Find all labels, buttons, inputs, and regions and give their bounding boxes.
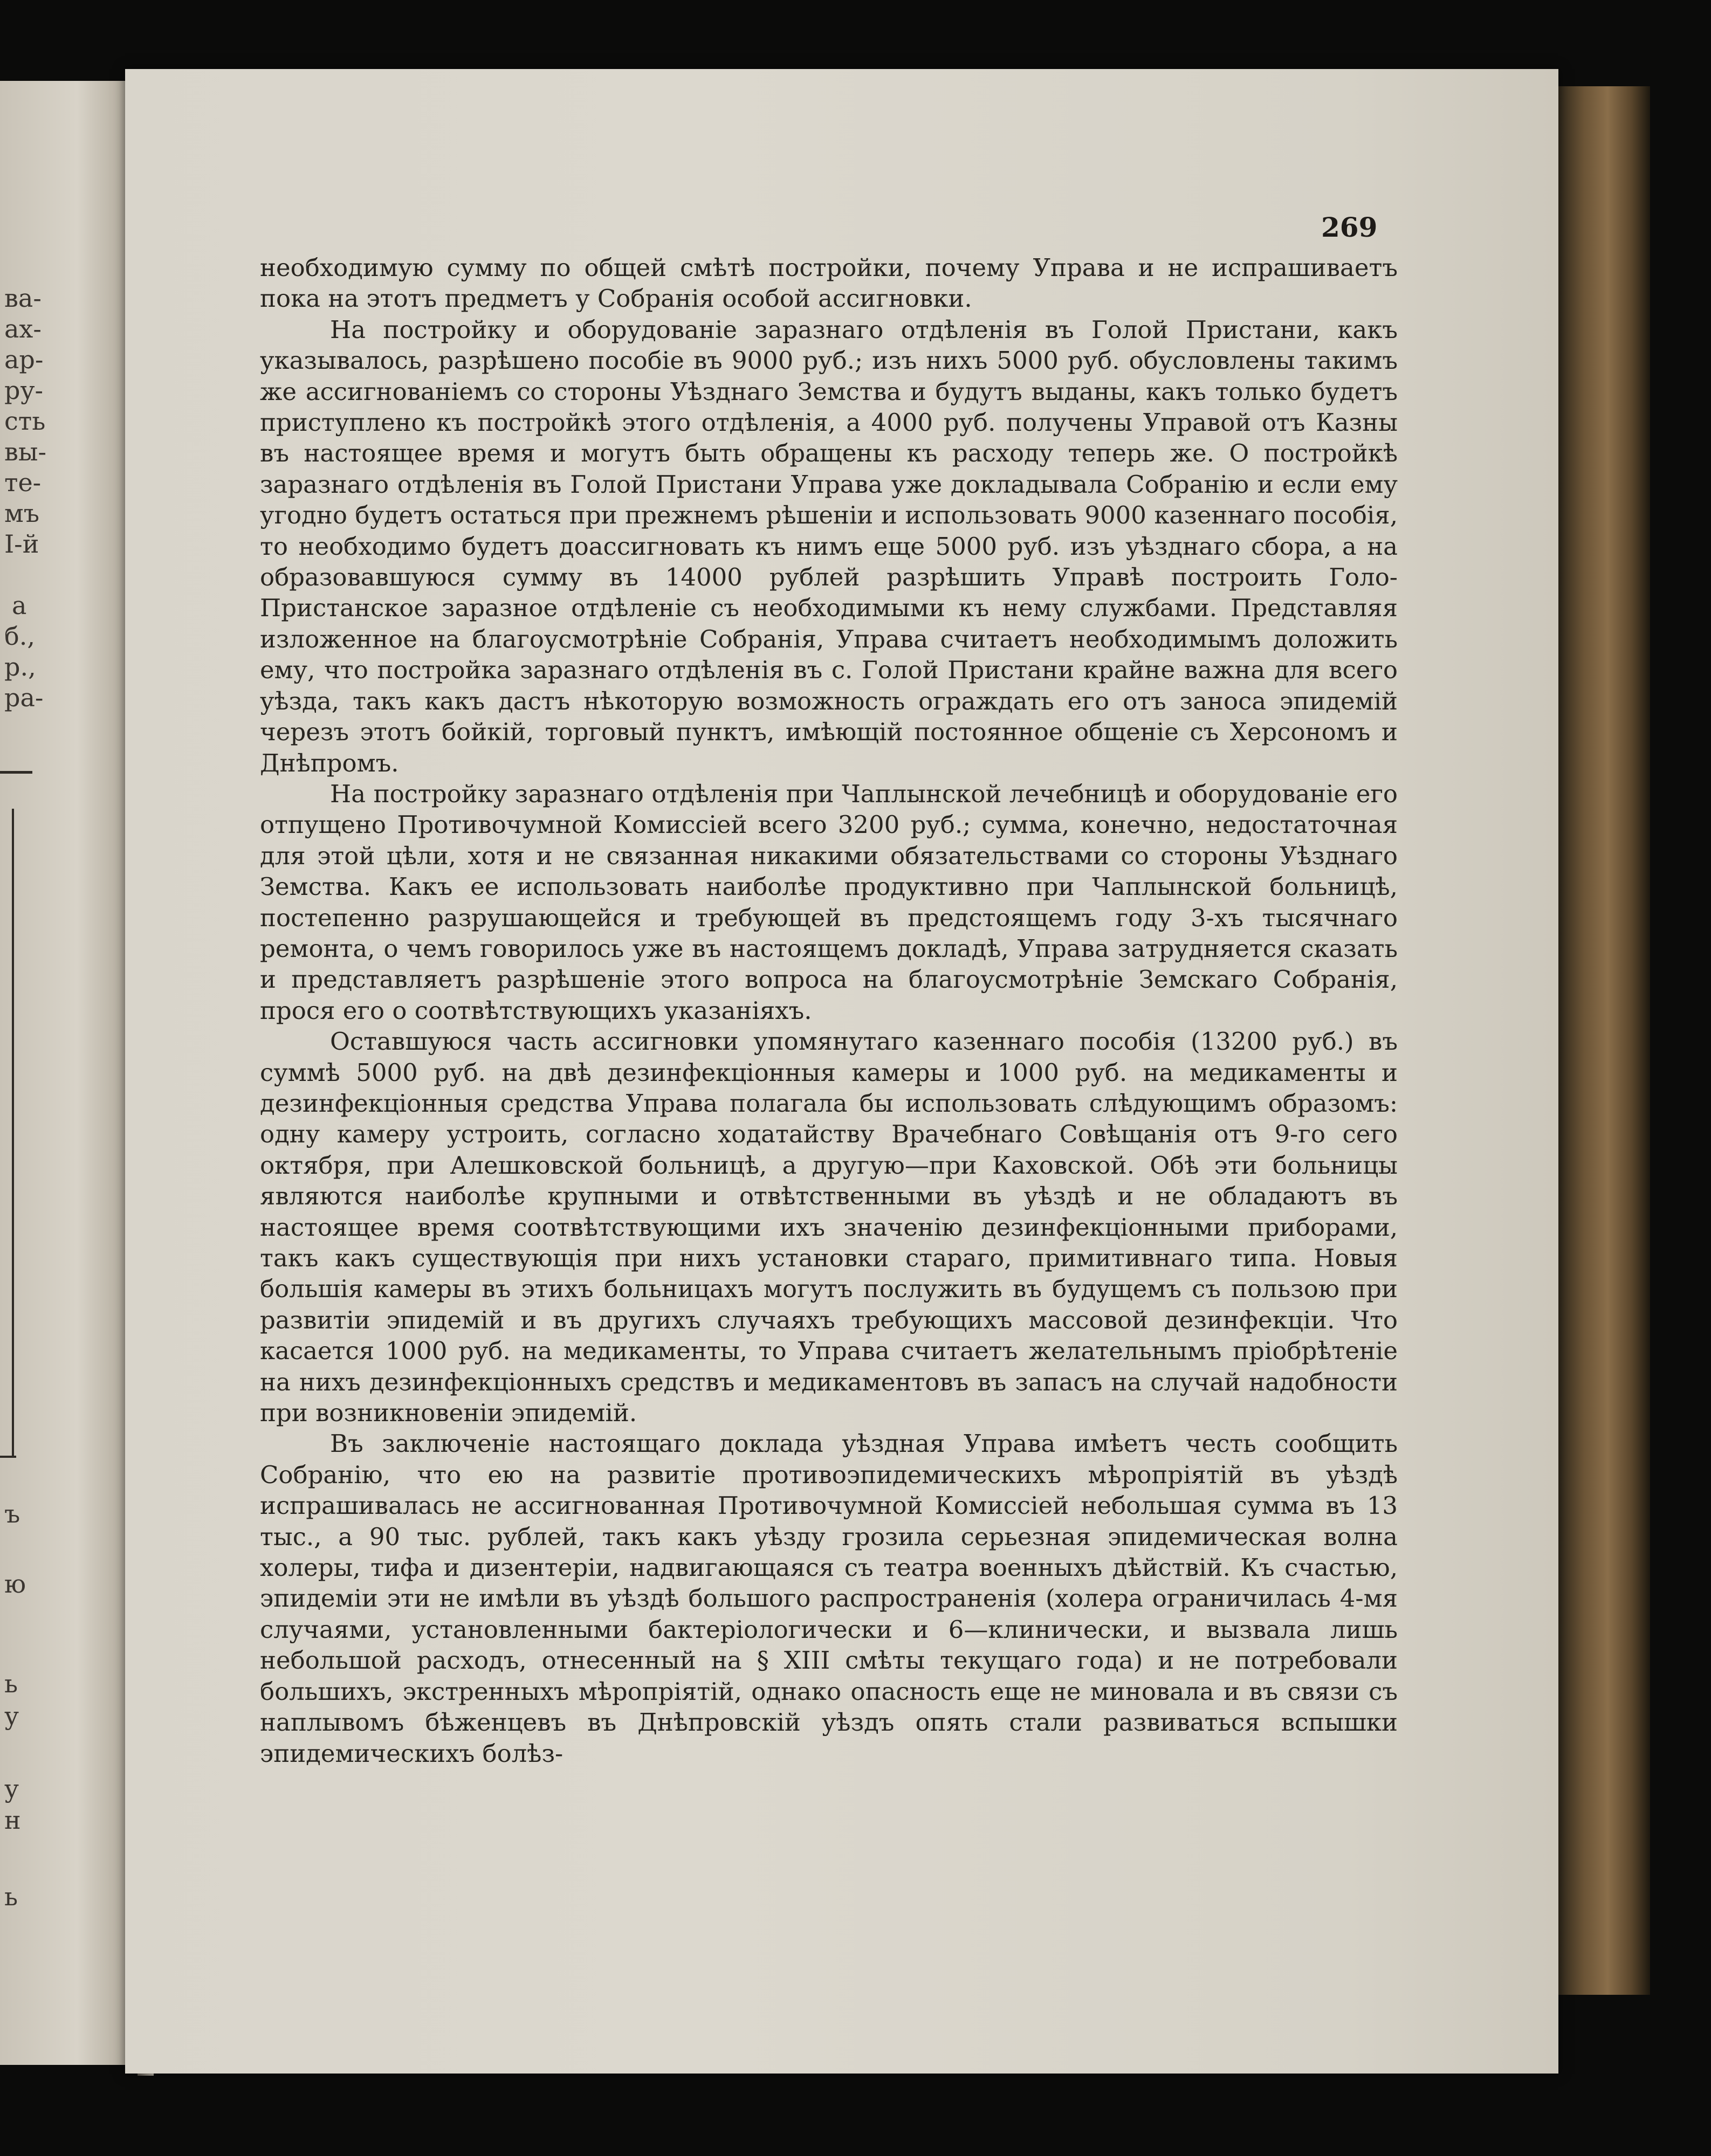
left-fragment: сть [4, 407, 46, 436]
paragraph: Оставшуюся часть ассигновки упомянутаго казеннаго пособія (13200 руб.) въ суммѣ 5000 руб. на двѣ дезинфекціонныя камеры и 1000 руб. на медикаменты и дезинфекціонныя средства Управа полагала бы использовать слѣдующимъ образомъ: одну камеру устроить, согласно ходатайству Врачебнаго Совѣщанія отъ 9-го сего октября, при Алешковской больницѣ, а другую—при Каховской. Обѣ эти больницы являются наиболѣе крупными и отвѣтственными въ уѣздѣ и не обладаютъ въ настоящее время соотвѣтствующими ихъ значенію дезинфекціонными приборами, такъ какъ существующія при нихъ установки стараго, примитивнаго типа. Новыя большія камеры въ этихъ больницахъ могутъ послужить въ будущемъ съ пользою при развитіи эпидемій и въ другихъ случаяхъ требующихъ массовой дезинфекціи. Что касается 1000 руб. на медикаменты, то Управа считаетъ желательнымъ пріобрѣтеніе на нихъ дезинфекціонныхъ средствъ и медикаментовъ въ запасъ на случай надобности при возникновеніи эпидемій. [260, 1027, 1398, 1428]
left-page [0, 81, 140, 2065]
left-table-rule [0, 1456, 16, 1458]
left-fragment: мъ [4, 499, 40, 528]
left-fragment: ра- [4, 683, 44, 712]
left-fragment: б., [4, 622, 35, 651]
left-fragment: у [4, 1774, 19, 1803]
paragraph: На постройку и оборудованіе заразнаго отдѣленія въ Голой Пристани, какъ указывалось, разрѣшено пособіе въ 9000 руб.; изъ нихъ 5000 руб. обусловлены такимъ же ассигнованіемъ со стороны Уѣзднаго Земства и будутъ выданы, какъ только будетъ приступлено къ постройкѣ этого отдѣленія, а 4000 руб. получены Управой отъ Казны въ настоящее время и могутъ быть обращены къ расходу теперь же. О постройкѣ заразнаго отдѣленія въ Голой Пристани Управа уже докладывала Собранію и если ему угодно будетъ остаться при прежнемъ рѣшеніи и использовать 9000 казеннаго пособія, то необходимо будетъ доассигновать къ нимъ еще 5000 руб. изъ уѣзднаго сбора, а на образовавшуюся сумму въ 14000 рублей разрѣшить Управѣ построить Голо-Пристанское заразное отдѣленіе съ необходимыми къ нему службами. Представляя изложенное на благоусмотрѣніе Собранія, Управа считаетъ необходимымъ доложить ему, что постройка заразнаго отдѣленія въ с. Голой Пристани крайне важна для всего уѣзда, такъ какъ дастъ нѣкоторую возможность ограждать его отъ заноса эпидемій черезъ этотъ бойкій, торговый пунктъ, имѣющій постоянное общеніе съ Херсономъ и Днѣпромъ. [260, 315, 1398, 777]
page-number: 269 [1321, 211, 1378, 243]
left-fragment: І-й [4, 529, 39, 559]
left-fragment: ах- [4, 314, 42, 343]
body-text [260, 252, 1398, 1769]
left-fragment: ь [4, 1669, 18, 1698]
left-fragment: н [4, 1806, 21, 1835]
left-table-rule [0, 771, 32, 774]
left-fragment: ъ [4, 1499, 20, 1528]
left-fragment: р., [4, 652, 36, 681]
left-fragment: те- [4, 468, 42, 497]
left-fragment: у [4, 1702, 19, 1731]
book-cover-edge [1556, 86, 1650, 1995]
left-fragment: ру- [4, 376, 44, 405]
left-fragment: а [12, 591, 27, 620]
paragraph: необходимую сумму по общей смѣтѣ постройки, почему Управа и не испрашиваетъ пока на этотъ предметъ у Собранія особой ассигновки. [260, 253, 1398, 313]
left-fragment: ю [4, 1569, 26, 1599]
left-fragment: вы- [4, 437, 47, 466]
left-fragment: ар- [4, 345, 44, 374]
left-fragment: ва- [4, 284, 42, 313]
left-table-rule [12, 809, 14, 1456]
left-fragment: ь [4, 1882, 18, 1911]
paragraph: Въ заключеніе настоящаго доклада уѣздная Управа имѣетъ честь сообщить Собранію, что ею на развитіе противоэпидемическихъ мѣропріятій въ уѣздѣ испрашивалась не ассигнованная Противочумной Комиссіей небольшая сумма въ 13 тыс., а 90 тыс. рублей, такъ какъ уѣзду грозила серьезная эпидемическая волна холеры, тифа и дизентеріи, надвигающаяся съ театра военныхъ дѣйствій. Къ счастью, эпидеміи эти не имѣли въ уѣздѣ большого распространенія (холера ограничилась 4-мя случаями, установленными бактеріологически и 6—клинически, и вызвала лишь небольшой расходъ, отнесенный на § XIII смѣты текущаго года) и не потребовали большихъ, экстренныхъ мѣропріятій, однако опасность еще не миновала и въ связи съ наплывомъ бѣженцевъ въ Днѣпровскій уѣздъ опять стали развиваться вспышки эпидемическихъ болѣз- [260, 1429, 1398, 1768]
paragraph: На постройку заразнаго отдѣленія при Чаплынской лечебницѣ и оборудованіе его отпущено Противочумной Комиссіей всего 3200 руб.; сумма, конечно, недостаточная для этой цѣли, хотя и не связанная никакими обязательствами со стороны Уѣзднаго Земства. Какъ ее использовать наиболѣе продуктивно при Чаплынской больницѣ, постепенно разрушающейся и требующей въ предстоящемъ году 3-хъ тысячнаго ремонта, о чемъ говорилось уже въ настоящемъ докладѣ, Управа затрудняется сказать и представляетъ разрѣшеніе этого вопроса на благоусмотрѣніе Земскаго Собранія, прося его о соотвѣтствующихъ указаніяхъ. [260, 779, 1398, 1025]
